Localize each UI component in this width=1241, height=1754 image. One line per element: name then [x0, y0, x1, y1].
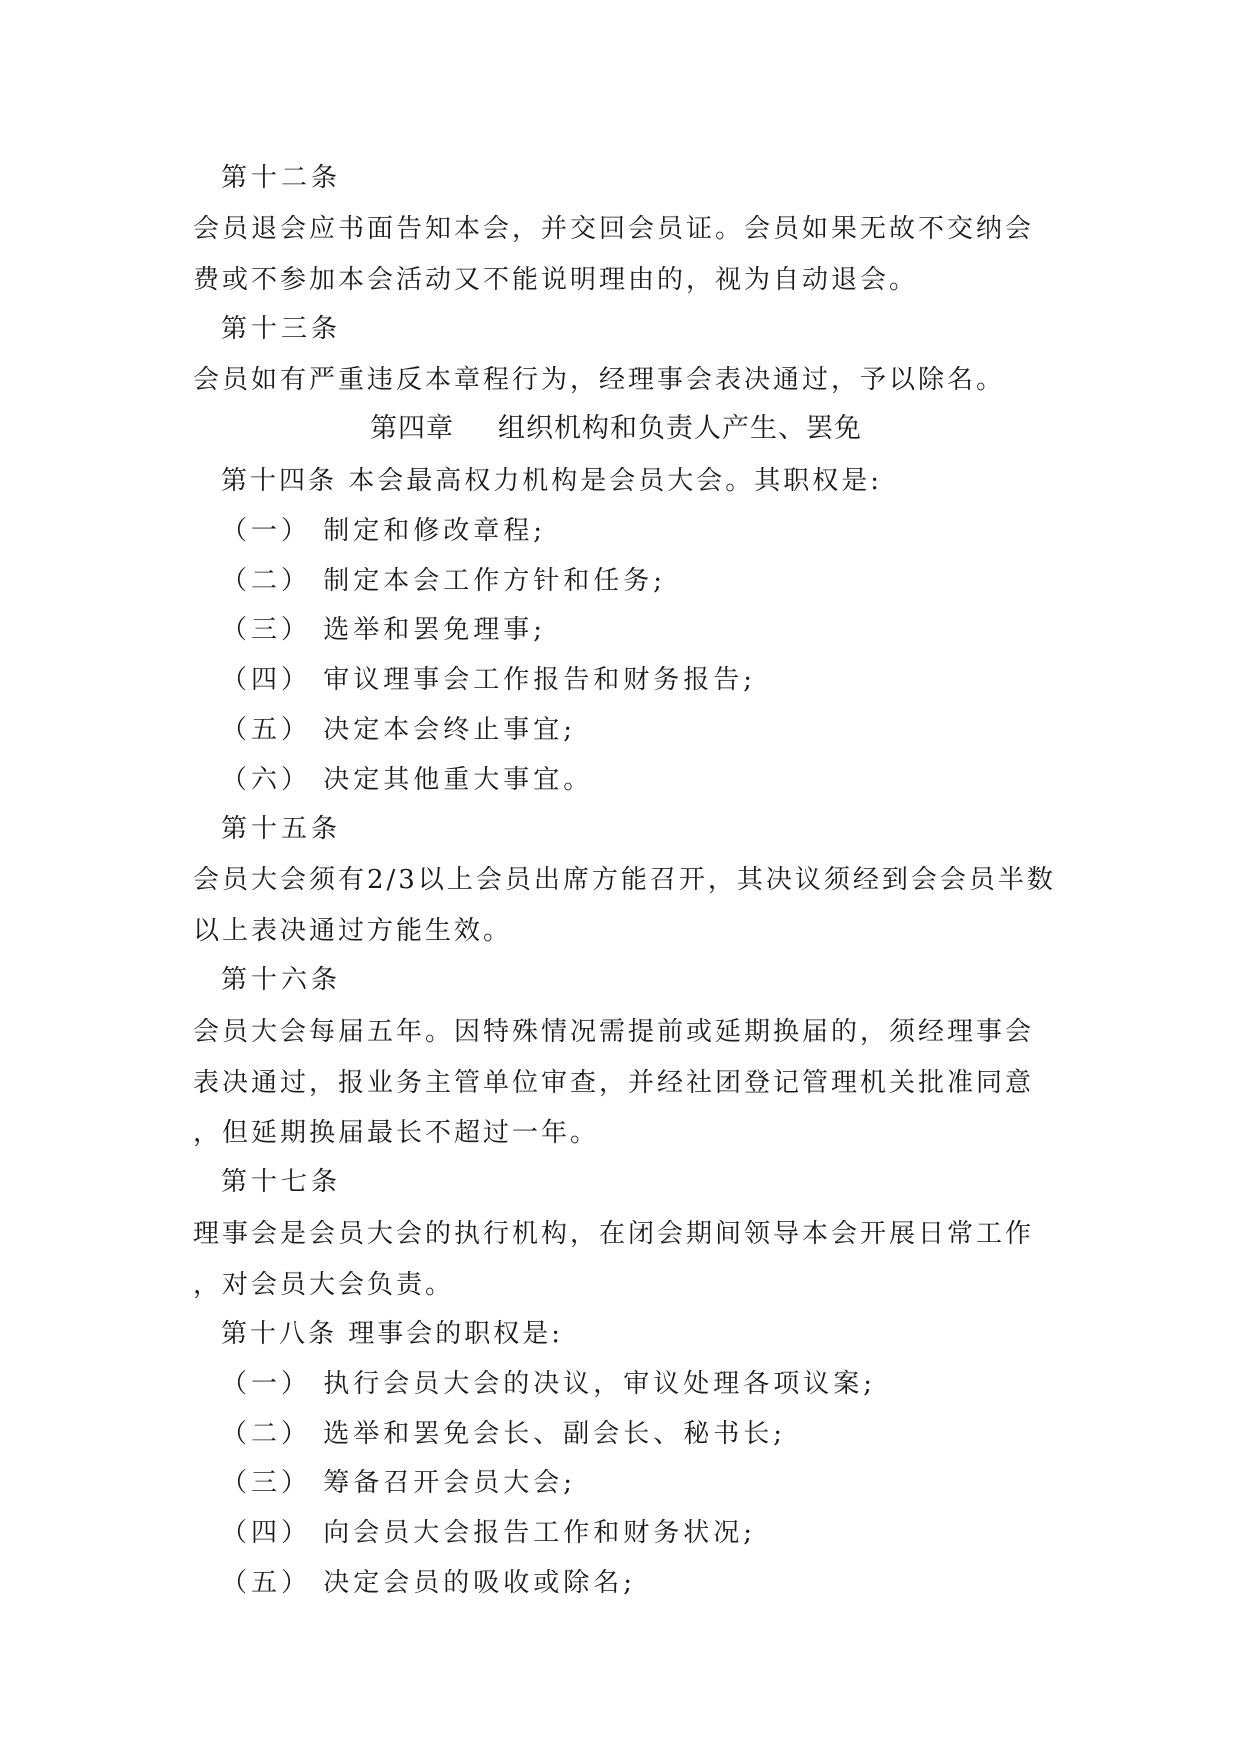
article-12-text-line-1: 会员退会应书面告知本会，并交回会员证。会员如果无故不交纳会 [193, 214, 1035, 244]
article-12-text-line-2: 费或不参加本会活动又不能说明理由的，视为自动退会。 [193, 265, 919, 295]
article-13-title: 第十三条 [221, 314, 342, 344]
article-12-title: 第十二条 [221, 163, 342, 193]
list-item: （二） 制定本会工作方针和任务; [221, 566, 667, 596]
chapter-heading [370, 412, 862, 446]
article-18-title: 第十八条 理事会的职权是: [221, 1319, 564, 1349]
article-16-text-line-2: 表决通过，报业务主管单位审查，并经社团登记管理机关批准同意 [193, 1068, 1035, 1098]
article-15-text-line-1: 会员大会须有2/3以上会员出席方能召开，其决议须经到会会员半数 [193, 865, 1056, 895]
list-item: （一） 执行会员大会的决议，审议处理各项议案; [221, 1369, 877, 1399]
article-15-text-line-2: 以上表决通过方能生效。 [193, 916, 513, 946]
list-item: （五） 决定本会终止事宜; [221, 715, 577, 745]
article-17-text-line-1: 理事会是会员大会的执行机构，在闭会期间领导本会开展日常工作 [193, 1219, 1035, 1249]
list-item: （四） 审议理事会工作报告和财务报告; [221, 665, 757, 695]
list-item: （三） 筹备召开会员大会; [221, 1468, 577, 1498]
article-16-title: 第十六条 [221, 965, 342, 995]
chapter-number: 第四章 [370, 413, 454, 444]
list-item: （三） 选举和罢免理事; [221, 615, 547, 645]
article-17-text-line-2: ，对会员大会负责。 [193, 1270, 455, 1300]
article-15-title: 第十五条 [221, 814, 342, 844]
list-item: （二） 选举和罢免会长、副会长、秘书长; [221, 1419, 787, 1449]
list-item: （五） 决定会员的吸收或除名; [221, 1568, 637, 1598]
list-item: （六） 决定其他重大事宜。 [221, 765, 594, 795]
list-item: （四） 向会员大会报告工作和财务状况; [221, 1518, 757, 1548]
article-16-text-line-3: ，但延期换届最长不超过一年。 [193, 1118, 600, 1148]
chapter-title: 组织机构和负责人产生、罢免 [498, 413, 862, 444]
article-16-text-line-1: 会员大会每届五年。因特殊情况需提前或延期换届的，须经理事会 [193, 1017, 1035, 1047]
article-17-title: 第十七条 [221, 1167, 342, 1197]
article-14-title: 第十四条 本会最高权力机构是会员大会。其职权是: [221, 466, 883, 496]
article-13-text-line-1: 会员如有严重违反本章程行为，经理事会表决通过，予以除名。 [193, 365, 1006, 395]
list-item: （一） 制定和修改章程; [221, 516, 547, 546]
